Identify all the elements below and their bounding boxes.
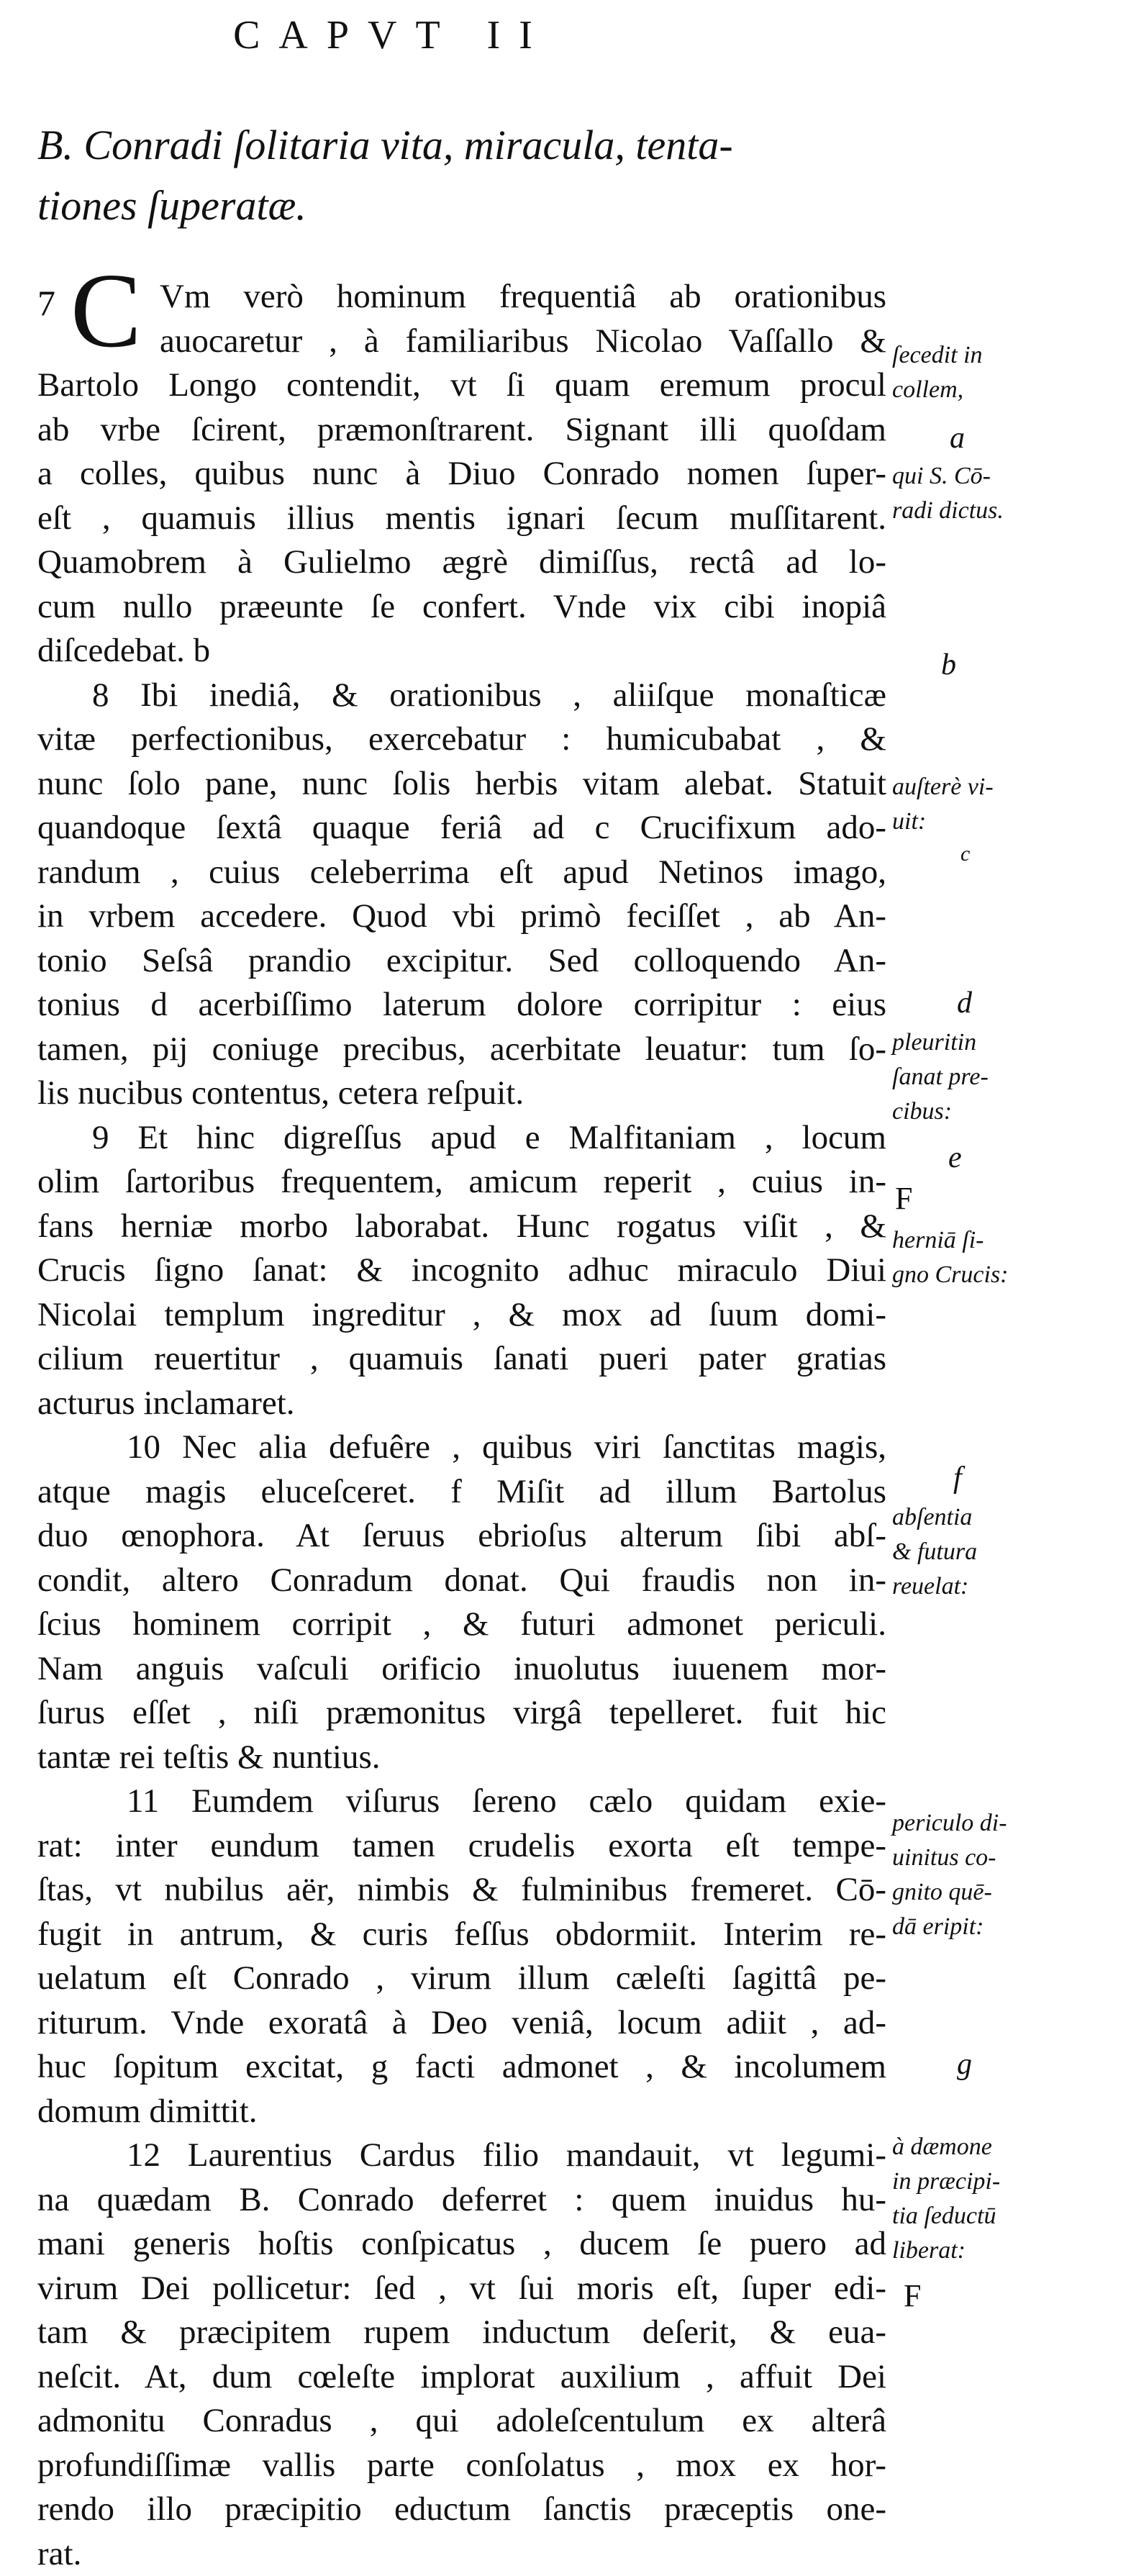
margin-letter: g xyxy=(957,2047,972,2082)
margin-note xyxy=(892,1025,1130,1129)
margin-note-line: in præcipi- xyxy=(892,2164,1130,2199)
chapter-title xyxy=(37,115,886,236)
text-line: acturus inclamaret. xyxy=(37,1382,886,1426)
margin-note-line: periculo di- xyxy=(892,1806,1130,1841)
margin-letter: e xyxy=(948,1140,962,1175)
text-line: tamen, pij coniuge precibus, acerbitate leuatur: tum ſo- xyxy=(37,1028,886,1072)
margin-note xyxy=(892,2130,1130,2268)
text-line: cum nullo præeunte ſe confert. Vnde vix cibi inopiâ xyxy=(37,585,886,630)
text-line: na quædam B. Conrado deferret : quem inuidus hu- xyxy=(37,2178,886,2223)
text-line: fans herniæ morbo laborabat. Hunc rogatus viſit , & xyxy=(37,1205,886,1249)
margin-note-line: radi dictus. xyxy=(892,494,1130,528)
text-line: ſtas, vt nubilus aër, nimbis & fulminibus fremeret. Cō- xyxy=(37,1868,886,1913)
margin-note-line: gnito quē- xyxy=(892,1875,1130,1910)
margin-note xyxy=(892,1500,1130,1604)
margin-letter: c xyxy=(960,842,970,866)
text-line: 9 Et hinc digreſſus apud e Malfitaniam , locum xyxy=(37,1116,886,1161)
margin-note-line: qui S. Cō- xyxy=(892,459,1130,494)
text-line: Crucis ſigno ſanat: & incognito adhuc miraculo Diui xyxy=(37,1248,886,1293)
margin-note-line: collem, xyxy=(892,373,1130,407)
margin-note-line: ſanat pre- xyxy=(892,1060,1130,1094)
margin-letter: F xyxy=(904,2277,921,2314)
text-line: admonitu Conradus , qui adoleſcentulum ex alterâ xyxy=(37,2399,886,2444)
margin-note-line: uit: xyxy=(892,804,1130,839)
text-line: randum , cuius celeberrima eſt apud Netinos imago, xyxy=(37,851,886,895)
margin-note-line: dā eripit: xyxy=(892,1910,1130,1944)
text-line: 8 Ibi inediâ, & orationibus , aliiſque monaſticæ xyxy=(37,674,886,718)
text-line: vitæ perfectionibus, exercebatur : humicubabat , & xyxy=(37,717,886,762)
margin-letter: f xyxy=(953,1461,962,1495)
text-line: Nicolai templum ingreditur , & mox ad ſuum domi- xyxy=(37,1293,886,1338)
text-line: profundiſſimæ vallis parte conſolatus , mox ex hor- xyxy=(37,2444,886,2488)
margin-note-line: abſentia xyxy=(892,1500,1130,1535)
text-line: ſcius hominem corripit , & futuri admonet periculi. xyxy=(37,1602,886,1647)
margin-note xyxy=(892,459,1130,528)
text-line: diſcedebat. b xyxy=(37,629,886,674)
text-line: tam & præcipitem rupem inductum deſerit, & eua- xyxy=(37,2310,886,2355)
text-line: mani generis hoſtis conſpicatus , ducem ſe puero ad xyxy=(37,2222,886,2267)
text-line: tonio Seſsâ prandio excipitur. Sed colloquendo An- xyxy=(37,939,886,984)
text-line: rat: inter eundum tamen crudelis exorta eſt tempe- xyxy=(37,1824,886,1869)
margin-note-line: uinitus co- xyxy=(892,1841,1130,1875)
text-line: eſt , quamuis illius mentis ignari ſecum muſſitarent. xyxy=(37,496,886,541)
text-line: virum Dei pollicetur: ſed , vt ſui moris eſt, ſuper edi- xyxy=(37,2267,886,2311)
margin-letter: d xyxy=(957,986,972,1020)
text-line: ſurus eſſet , niſi præmonitus virgâ tepelleret. fuit hic xyxy=(37,1691,886,1736)
text-line: huc ſopitum excitat, g facti admonet , & incolumem xyxy=(37,2045,886,2090)
margin-letter: b xyxy=(941,648,956,682)
margin-note xyxy=(892,338,1130,407)
chapter-heading: CAPVT II xyxy=(0,10,784,60)
text-line: tantæ rei teſtis & nuntius. xyxy=(37,1736,886,1780)
text-line: fugit in antrum, & curis feſſus obdormiit. Interim re- xyxy=(37,1913,886,1957)
margin-note-line: liberat: xyxy=(892,2233,1130,2268)
text-line: in vrbem accedere. Quod vbi primò feciſſet , ab An- xyxy=(37,894,886,939)
text-line: Vm verò hominum frequentiâ ab orationibus xyxy=(37,275,886,319)
text-line: 10 Nec alia defuêre , quibus viri ſanctitas magis, xyxy=(37,1425,886,1470)
text-line: 12 Laurentius Cardus filio mandauit, vt legumi- xyxy=(37,2133,886,2178)
drop-cap-letter: C xyxy=(71,258,142,364)
text-line: Quamobrem à Gulielmo ægrè dimiſſus, rectâ ad lo- xyxy=(37,540,886,585)
text-line: Bartolo Longo contendit, vt ſi quam eremum procul xyxy=(37,363,886,408)
text-line: tonius d acerbiſſimo laterum dolore corripitur : eius xyxy=(37,983,886,1028)
margin-note-line: auſterè vi- xyxy=(892,770,1130,804)
text-line: cilium reuertitur , quamuis ſanati pueri pater gratias xyxy=(37,1337,886,1382)
text-line: olim ſartoribus frequentem, amicum reperit , cuius in- xyxy=(37,1160,886,1205)
text-line: rat. xyxy=(37,2532,886,2576)
text-line: ab vrbe ſcirent, præmonſtrarent. Signant illi quoſdam xyxy=(37,408,886,453)
margin-note-line: reuelat: xyxy=(892,1569,1130,1604)
text-line: condit, altero Conradum donat. Qui fraudis non in- xyxy=(37,1559,886,1603)
margin-note xyxy=(892,1223,1130,1292)
margin-note-line: tia ſeductū xyxy=(892,2199,1130,2233)
text-line: duo œnophora. At ſeruus ebrioſus alterum ſibi abſ- xyxy=(37,1514,886,1559)
text-line: uelatum eſt Conrado , virum illum cæleſti ſagittâ pe- xyxy=(37,1956,886,2001)
main-text-column xyxy=(37,275,886,2576)
text-line: Nam anguis vaſculi orificio inuolutus iuuenem mor- xyxy=(37,1647,886,1692)
text-line: a colles, quibus nunc à Diuo Conrado nomen ſuper- xyxy=(37,452,886,496)
margin-note xyxy=(892,770,1130,839)
chapter-title-line-1: B. Conradi ſolitaria vita, miracula, tenta- xyxy=(37,115,886,176)
margin-letter: a xyxy=(950,421,965,455)
text-line: 11 Eumdem viſurus ſereno cælo quidam exie- xyxy=(37,1779,886,1824)
paragraph-number-7: 7 xyxy=(37,282,55,324)
margin-note-line: & futura xyxy=(892,1535,1130,1569)
margin-note-line: gno Crucis: xyxy=(892,1258,1130,1292)
margin-note xyxy=(892,1806,1130,1944)
text-line: quandoque ſextâ quaque feriâ ad c Crucifixum ado- xyxy=(37,806,886,851)
margin-letter: F xyxy=(895,1180,912,1217)
text-line: lis nucibus contentus, cetera reſpuit. xyxy=(37,1071,886,1116)
text-line: domum dimittit. xyxy=(37,2090,886,2134)
text-line: nunc ſolo pane, nunc ſolis herbis vitam alebat. Statuit xyxy=(37,762,886,807)
margin-note-line: herniā ſi- xyxy=(892,1223,1130,1258)
text-line: atque magis eluceſceret. f Miſit ad illum Bartolus xyxy=(37,1470,886,1515)
margin-note-line: à dæmone xyxy=(892,2130,1130,2164)
text-line: neſcit. At, dum cœleſte implorat auxilium , affuit Dei xyxy=(37,2355,886,2400)
margin-note-line: pleuritin xyxy=(892,1025,1130,1060)
margin-note-line: ſecedit in xyxy=(892,338,1130,373)
text-line: rendo illo præcipitio eductum ſanctis præceptis one- xyxy=(37,2487,886,2532)
margin-note-line: cibus: xyxy=(892,1094,1130,1129)
text-line: riturum. Vnde exoratâ à Deo veniâ, locum adiit , ad- xyxy=(37,2001,886,2046)
chapter-title-line-2: tiones ſuperatæ. xyxy=(37,176,886,236)
text-line: auocaretur , à familiaribus Nicolao Vaſſallo & xyxy=(37,319,886,364)
